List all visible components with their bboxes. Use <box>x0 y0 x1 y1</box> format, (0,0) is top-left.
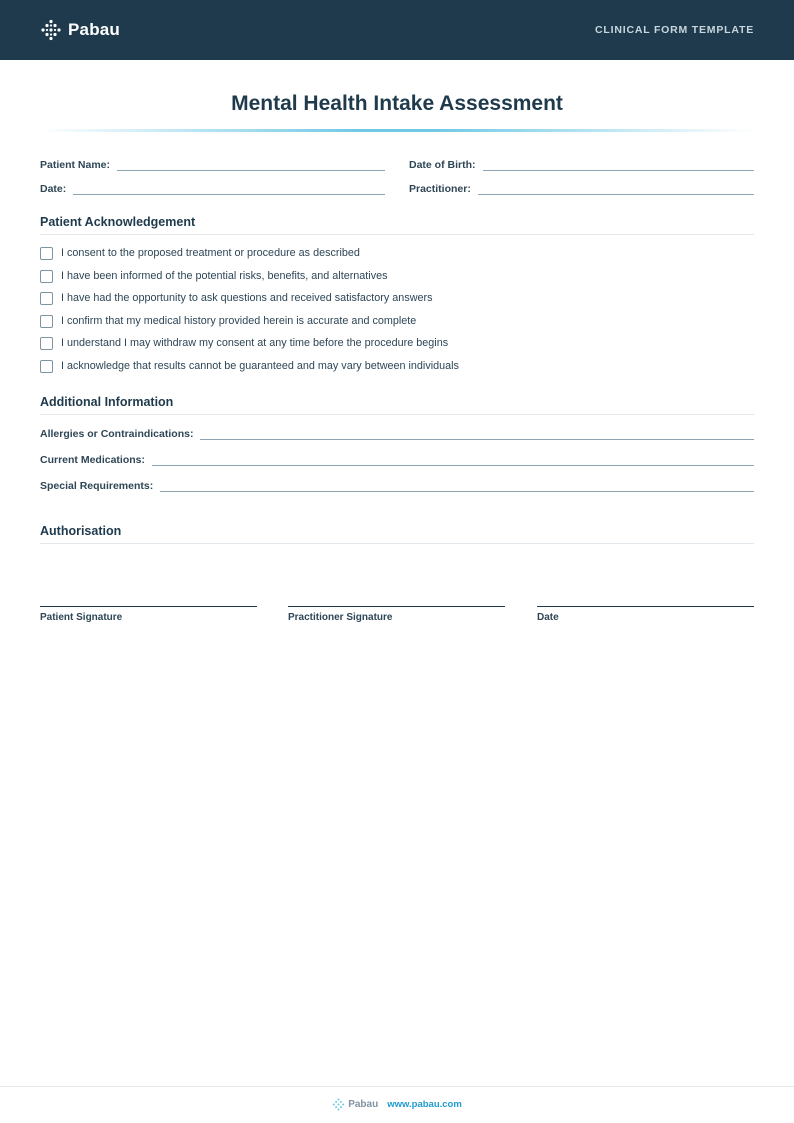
checkbox-label: I have had the opportunity to ask questions and received satisfactory answers <box>61 292 433 304</box>
brand <box>40 19 120 41</box>
date-line[interactable] <box>73 183 385 195</box>
checkbox[interactable] <box>40 315 53 328</box>
patient-signature-block[interactable] <box>40 606 257 623</box>
page-title: Mental Health Intake Assessment <box>231 92 563 115</box>
patient-signature-label: Patient Signature <box>40 612 123 623</box>
consent-checkbox-item[interactable] <box>40 313 416 329</box>
checkbox[interactable] <box>40 292 53 305</box>
footer <box>0 1098 794 1111</box>
checkbox-label: I consent to the proposed treatment or procedure as described <box>61 247 360 259</box>
date-of-birth-label: Date of Birth: <box>409 159 476 171</box>
medications-line[interactable] <box>152 454 754 466</box>
footer-brand: Pabau <box>348 1099 379 1110</box>
patient-name-field[interactable] <box>40 155 385 171</box>
signature-date-line[interactable] <box>537 606 754 607</box>
pabau-logo-icon <box>332 1098 345 1111</box>
practitioner-line[interactable] <box>478 183 754 195</box>
allergies-field[interactable] <box>40 424 754 440</box>
date-of-birth-field[interactable] <box>409 155 754 171</box>
special-requirements-field[interactable] <box>40 476 754 492</box>
date-label: Date: <box>40 183 67 195</box>
acknowledgement-divider <box>40 234 754 235</box>
checkbox-label: I have been informed of the potential risks, benefits, and alternatives <box>61 270 388 282</box>
patient-name-label: Patient Name: <box>40 159 111 171</box>
checkbox-label: I understand I may withdraw my consent at any time before the procedure begins <box>61 337 449 349</box>
acknowledgement-title: Patient Acknowledgement <box>40 215 196 229</box>
header-bar <box>0 0 794 60</box>
consent-checkbox-item[interactable] <box>40 268 388 284</box>
header-tag: CLINICAL FORM TEMPLATE <box>595 24 754 36</box>
consent-checkbox-item[interactable] <box>40 335 448 351</box>
checkbox[interactable] <box>40 360 53 373</box>
signature-date-block[interactable] <box>537 606 754 623</box>
medications-field[interactable] <box>40 450 754 466</box>
special-requirements-line[interactable] <box>160 480 754 492</box>
consent-checkbox-item[interactable] <box>40 245 360 261</box>
authorisation-divider <box>40 543 754 544</box>
checkbox[interactable] <box>40 247 53 260</box>
patient-signature-line[interactable] <box>40 606 257 607</box>
practitioner-signature-block[interactable] <box>288 606 505 623</box>
additional-info-divider <box>40 414 754 415</box>
allergies-line[interactable] <box>200 428 754 440</box>
practitioner-signature-label: Practitioner Signature <box>288 612 393 623</box>
consent-checkbox-item[interactable] <box>40 358 459 374</box>
pabau-logo-icon <box>40 19 62 41</box>
authorisation-title: Authorisation <box>40 524 122 538</box>
practitioner-label: Practitioner: <box>409 183 471 195</box>
brand-name: Pabau <box>68 20 121 39</box>
date-field[interactable] <box>40 179 385 195</box>
date-of-birth-line[interactable] <box>483 159 755 171</box>
footer-divider <box>0 1086 794 1087</box>
checkbox[interactable] <box>40 337 53 350</box>
footer-website-link[interactable]: www.pabau.com <box>387 1099 462 1110</box>
title-divider <box>40 129 754 132</box>
medications-label: Current Medications: <box>40 454 146 466</box>
allergies-label: Allergies or Contraindications: <box>40 428 194 440</box>
patient-name-line[interactable] <box>117 159 385 171</box>
signature-date-label: Date <box>537 612 559 623</box>
special-requirements-label: Special Requirements: <box>40 480 154 492</box>
practitioner-field[interactable] <box>409 179 754 195</box>
checkbox[interactable] <box>40 270 53 283</box>
consent-checkbox-item[interactable] <box>40 290 433 306</box>
additional-info-title: Additional Information <box>40 395 174 409</box>
checkbox-label: I confirm that my medical history provided herein is accurate and complete <box>61 315 417 327</box>
practitioner-signature-line[interactable] <box>288 606 505 607</box>
checkbox-label: I acknowledge that results cannot be guaranteed and may vary between individuals <box>61 360 459 372</box>
